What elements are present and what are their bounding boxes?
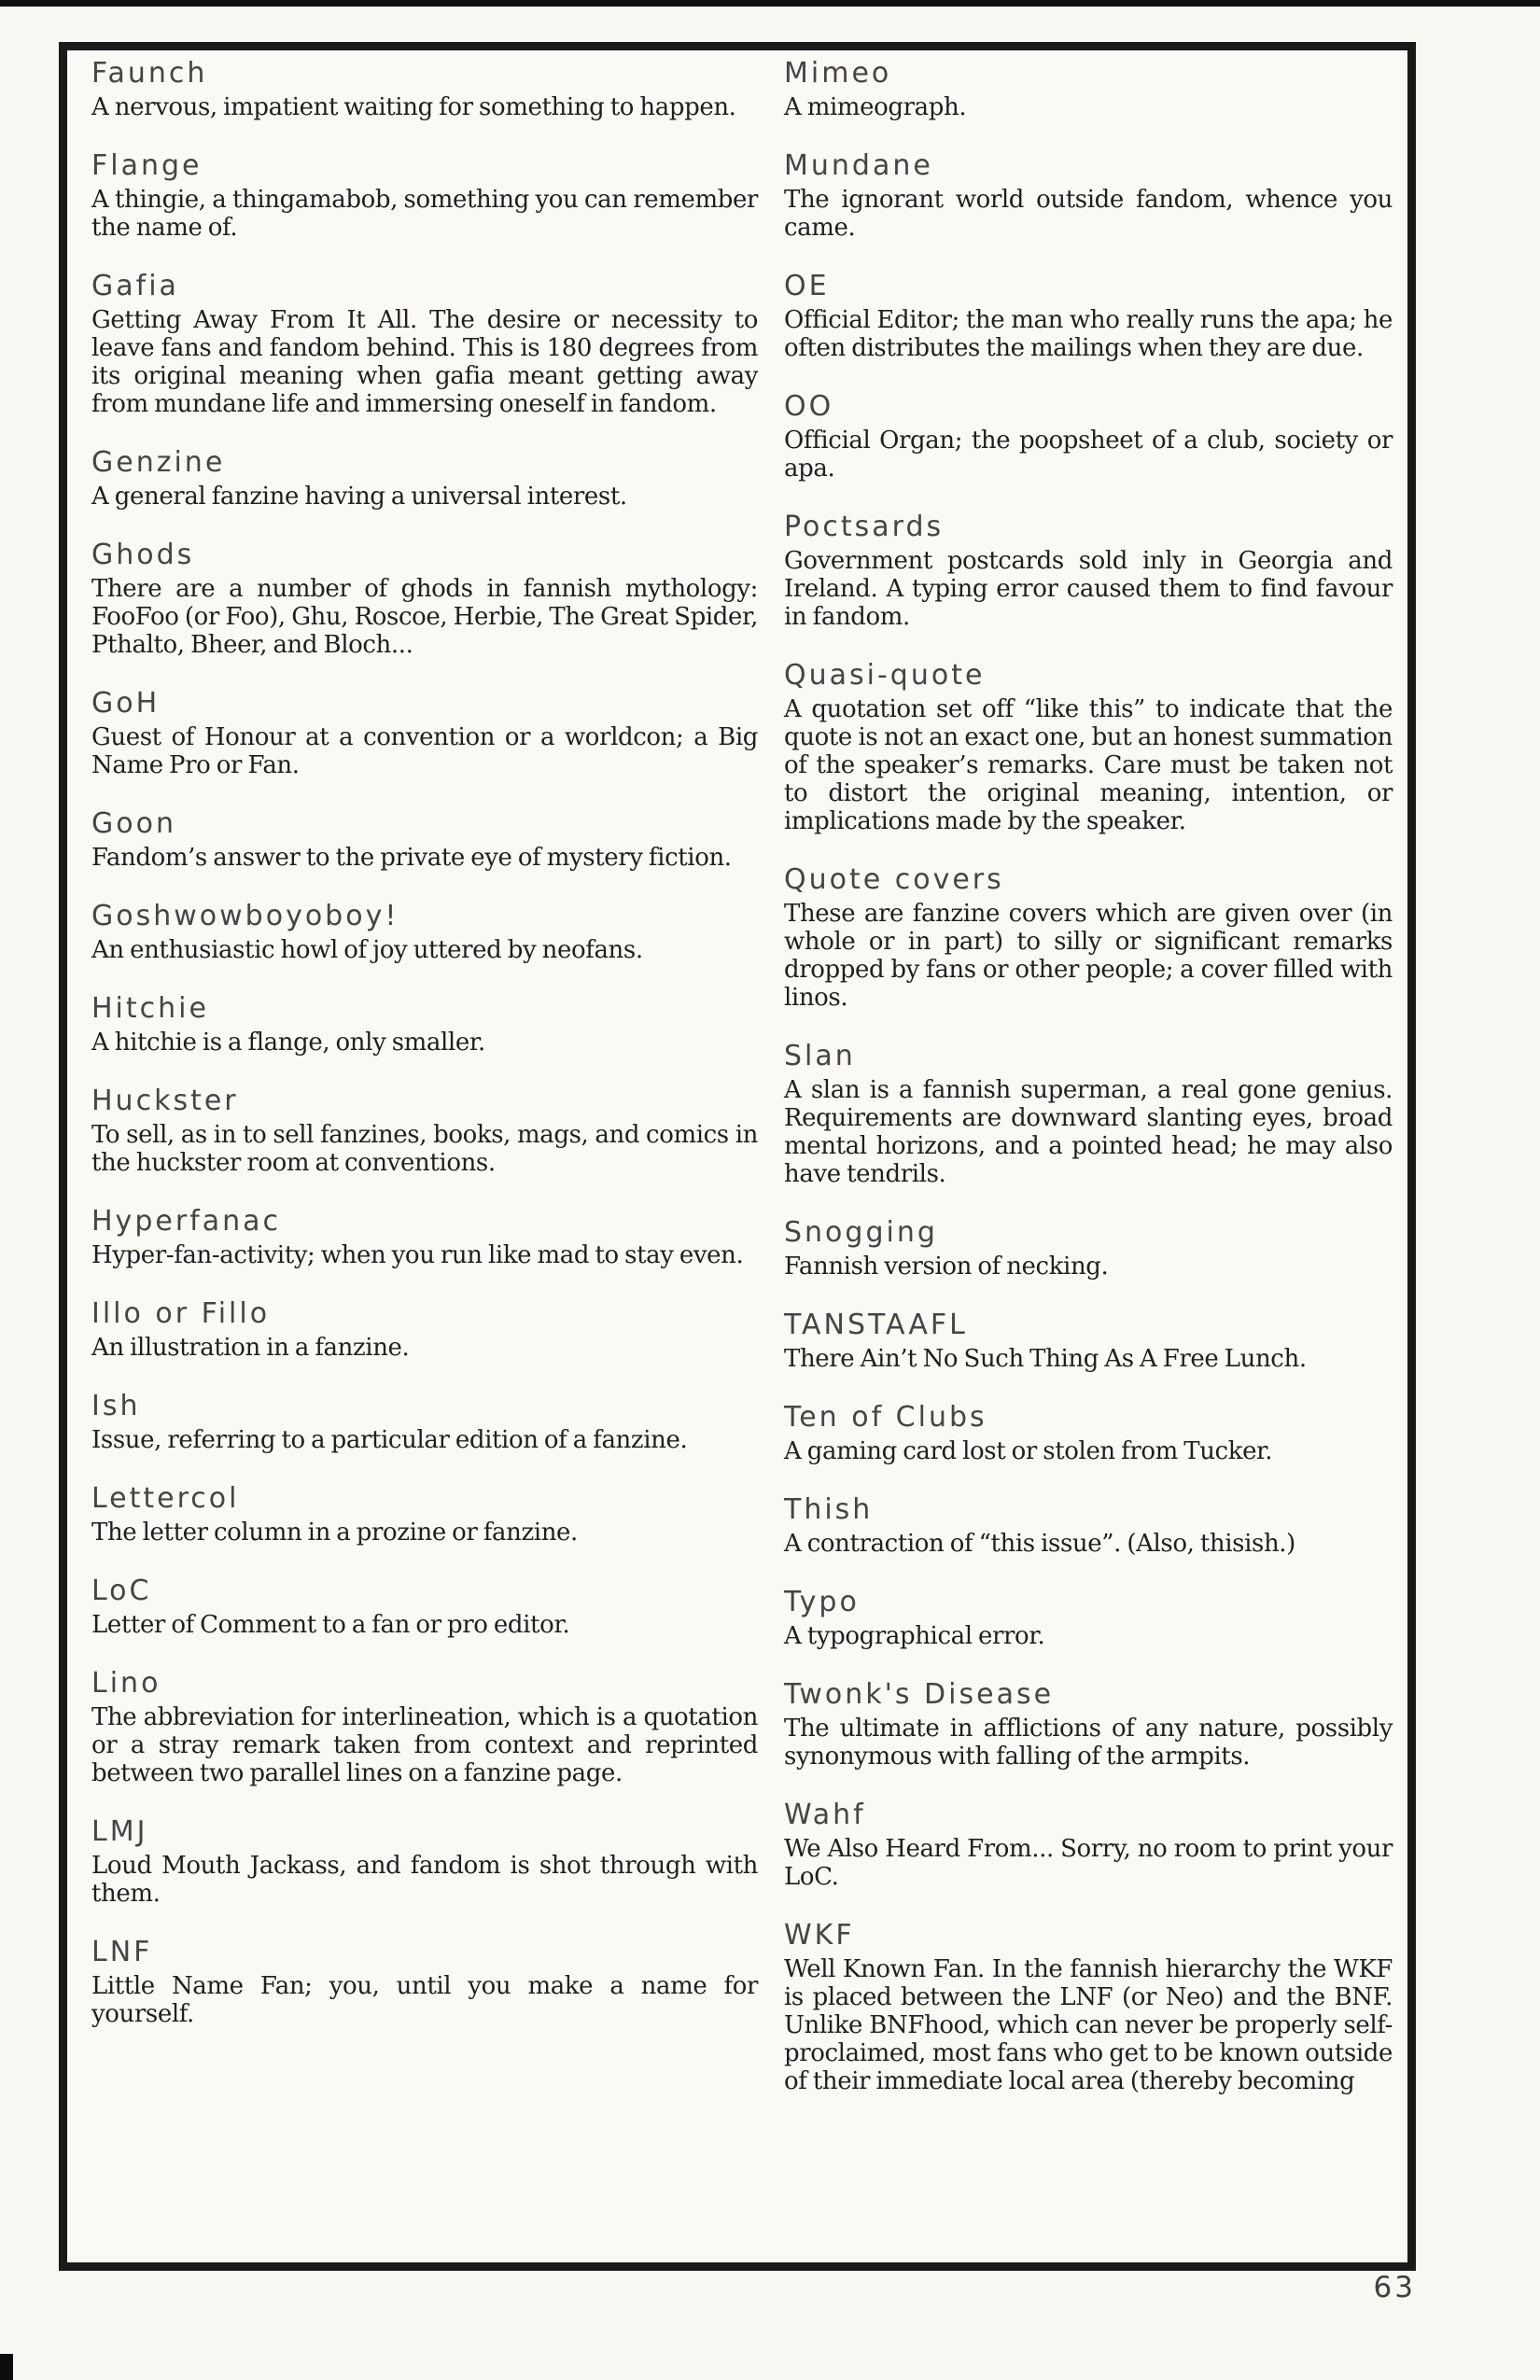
term-heading: Genzine: [91, 446, 226, 479]
glossary-entry: [784, 1494, 1393, 1558]
term-definition: Hyper-fan-activity; when you run like mad to stay even.: [91, 1241, 744, 1269]
term-definition: We Also Heard From... Sorry, no room to print your LoC.: [784, 1835, 1393, 1891]
glossary-entry: [784, 660, 1393, 835]
glossary-entry: [784, 1309, 1393, 1373]
glossary-entry: [91, 150, 758, 242]
term-heading: Twonk's Disease: [784, 1678, 1055, 1711]
glossary-entry: [784, 58, 1393, 121]
glossary-entry: [784, 1679, 1393, 1771]
glossary-entry: [784, 1920, 1393, 2095]
term-definition: An enthusiastic howl of joy uttered by neofans.: [91, 936, 643, 964]
term-definition: A quotation set off “like this” to indicate that the quote is not an exact one, but an honest summation of the speaker’s remarks. Care must be taken not to distort the original meaning, intention, or implications made by the speaker.: [784, 695, 1393, 835]
term-definition: Well Known Fan. In the fannish hierarchy the WKF is placed between the LNF (or Neo) and the BNF. Unlike BNFhood, which can never be properly self-proclaimed, most fans who get to be known outside of their immediate local area (thereby becoming: [784, 1955, 1393, 2095]
term-heading: Lino: [91, 1667, 161, 1700]
term-heading: Quasi-quote: [784, 659, 986, 692]
term-heading: Mimeo: [784, 57, 892, 90]
glossary-entry: [91, 688, 758, 779]
term-definition: Guest of Honour at a convention or a worldcon; a Big Name Pro or Fan.: [91, 723, 758, 779]
term-heading: Poctsards: [784, 511, 945, 543]
glossary-entry: [91, 808, 758, 872]
term-heading: Mundane: [784, 149, 933, 182]
scan-mark-bottom-left: [0, 2354, 13, 2380]
term-definition: There are a number of ghods in fannish mythology: FooFoo (or Foo), Ghu, Roscoe, Herbie, The Great Spider, Pthalto, Bheer, and Bloch...: [91, 575, 758, 659]
glossary-entry: [91, 1668, 758, 1787]
term-heading: Wahf: [784, 1799, 866, 1831]
page-number: 63: [1373, 2271, 1416, 2304]
term-heading: Illo or Fillo: [91, 1297, 271, 1330]
glossary-column-right: [784, 58, 1393, 2253]
term-heading: Lettercol: [91, 1482, 240, 1515]
term-heading: Hitchie: [91, 992, 209, 1025]
glossary-entry: [784, 391, 1393, 483]
term-heading: Flange: [91, 149, 203, 182]
glossary-entry: [91, 58, 758, 121]
glossary-entry: [91, 1085, 758, 1177]
term-definition: A nervous, impatient waiting for something to happen.: [91, 93, 736, 121]
term-definition: Official Editor; the man who really runs the apa; he often distributes the mailings when they are due.: [784, 306, 1393, 362]
term-definition: Fannish version of necking.: [784, 1253, 1109, 1281]
term-heading: LMJ: [91, 1815, 148, 1848]
term-definition: The ignorant world outside fandom, whence you came.: [784, 186, 1393, 242]
glossary-entry: [784, 1217, 1393, 1281]
term-definition: The letter column in a prozine or fanzine.: [91, 1519, 578, 1547]
term-heading: Slan: [784, 1040, 856, 1072]
term-definition: A typographical error.: [784, 1622, 1045, 1650]
term-heading: Snogging: [784, 1216, 938, 1249]
glossary-entry: [91, 1298, 758, 1362]
term-definition: Letter of Comment to a fan or pro editor.: [91, 1611, 570, 1639]
term-heading: GoH: [91, 687, 161, 720]
glossary-entry: [91, 1937, 758, 2028]
term-definition: An illustration in a fanzine.: [91, 1334, 410, 1362]
term-heading: Goon: [91, 807, 176, 840]
term-heading: OO: [784, 390, 834, 423]
term-heading: Thish: [784, 1493, 874, 1526]
term-definition: A contraction of “this issue”. (Also, thisish.): [784, 1530, 1295, 1558]
term-heading: Quote covers: [784, 863, 1004, 896]
glossary-entry: [784, 1402, 1393, 1465]
term-definition: A thingie, a thingamabob, something you can remember the name of.: [91, 186, 758, 242]
term-heading: LNF: [91, 1936, 153, 1968]
term-definition: Loud Mouth Jackass, and fandom is shot through with them.: [91, 1852, 758, 1908]
glossary-entry: [784, 271, 1393, 362]
term-heading: WKF: [784, 1919, 855, 1952]
term-definition: To sell, as in to sell fanzines, books, mags, and comics in the huckster room at conventions.: [91, 1121, 758, 1177]
glossary-entry: [784, 150, 1393, 242]
term-definition: A hitchie is a flange, only smaller.: [91, 1029, 485, 1057]
term-heading: Ghods: [91, 539, 195, 571]
term-definition: A slan is a fannish superman, a real gone genius. Requirements are downward slanting eyes, broad mental horizons, and a pointed head; he may also have tendrils.: [784, 1076, 1393, 1188]
glossary-entry: [91, 1816, 758, 1908]
term-heading: Gafia: [91, 270, 179, 302]
glossary-entry: [91, 993, 758, 1057]
glossary-entry: [784, 1587, 1393, 1650]
term-heading: OE: [784, 270, 830, 302]
term-definition: Issue, referring to a particular edition of a fanzine.: [91, 1426, 688, 1454]
term-definition: Getting Away From It All. The desire or necessity to leave fans and fandom behind. This is 180 degrees from its original meaning when gafia meant getting away from mundane life and immersing oneself in fandom.: [91, 306, 758, 418]
term-heading: Ish: [91, 1390, 141, 1422]
term-definition: Government postcards sold inly in Georgia and Ireland. A typing error caused them to find favour in fandom.: [784, 547, 1393, 631]
glossary-column-left: [91, 58, 758, 2253]
glossary-entry: [91, 539, 758, 659]
term-definition: A general fanzine having a universal interest.: [91, 483, 627, 511]
term-heading: LoC: [91, 1575, 152, 1607]
glossary-entry: [784, 1799, 1393, 1891]
glossary-entry: [91, 271, 758, 418]
term-heading: Ten of Clubs: [784, 1401, 987, 1434]
term-definition: Little Name Fan; you, until you make a name for yourself.: [91, 1972, 758, 2028]
term-heading: Hyperfanac: [91, 1205, 281, 1238]
glossary-entry: [91, 1206, 758, 1269]
term-definition: Fandom’s answer to the private eye of mystery fiction.: [91, 844, 732, 872]
term-definition: Official Organ; the poopsheet of a club, society or apa.: [784, 427, 1393, 483]
term-heading: Typo: [784, 1586, 860, 1618]
glossary-entry: [784, 864, 1393, 1012]
glossary-entry: [91, 901, 758, 964]
term-heading: Faunch: [91, 57, 208, 90]
glossary-entry: [91, 1483, 758, 1547]
term-definition: These are fanzine covers which are given over (in whole or in part) to silly or significant remarks dropped by fans or other people; a cover filled with linos.: [784, 900, 1393, 1012]
glossary-entry: [784, 511, 1393, 631]
term-definition: There Ain’t No Such Thing As A Free Lunch.: [784, 1345, 1307, 1373]
term-definition: The abbreviation for interlineation, which is a quotation or a stray remark taken from context and reprinted between two parallel lines on a fanzine page.: [91, 1703, 758, 1787]
page-frame: [59, 42, 1416, 2271]
glossary-entry: [91, 447, 758, 511]
term-definition: The ultimate in afflictions of any nature, possibly synonymous with falling of the armpits.: [784, 1715, 1393, 1771]
glossary-entry: [91, 1391, 758, 1454]
scan-edge-top-strip: [0, 0, 1540, 7]
term-heading: Huckster: [91, 1085, 239, 1117]
glossary-entry: [784, 1041, 1393, 1188]
term-heading: Goshwowboyoboy!: [91, 900, 399, 932]
term-definition: A mimeograph.: [784, 93, 967, 121]
term-heading: TANSTAAFL: [784, 1309, 968, 1341]
term-definition: A gaming card lost or stolen from Tucker.: [784, 1437, 1273, 1465]
glossary-entry: [91, 1575, 758, 1639]
